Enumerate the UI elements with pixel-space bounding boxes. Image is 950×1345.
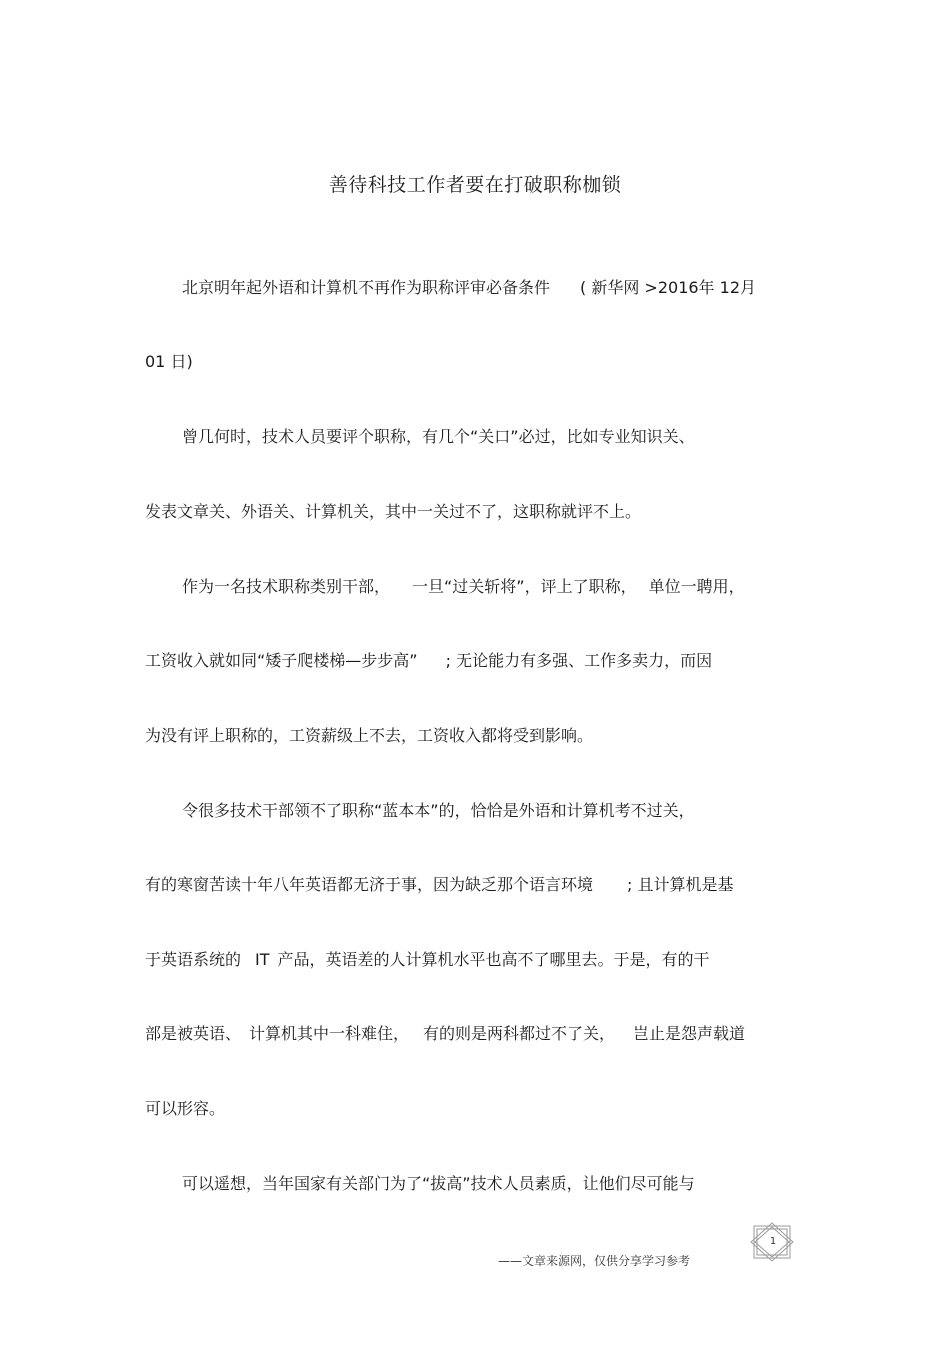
line-text: 于英语系统的: [145, 950, 242, 969]
line-text: 部是被英语、: [145, 1024, 242, 1043]
line-text: 有的则是两科都过不了关，: [423, 1024, 616, 1043]
paragraph-line: [182, 799, 695, 823]
paragraph-line: [145, 1097, 225, 1121]
paragraph-line: [145, 724, 593, 748]
line-text: 作为一名技术职称类别干部，: [182, 577, 391, 596]
paragraph-line: [182, 1172, 695, 1196]
line-text: 工资收入就如同“矮子爬楼梯—步步高”: [145, 651, 418, 670]
paragraph-line: [145, 873, 734, 897]
line-text: 一旦“过关斩将”，评上了职称，: [412, 577, 637, 596]
line-text: 01 日): [145, 352, 193, 371]
paragraph-line: [145, 948, 710, 972]
paragraph-line: [182, 575, 745, 599]
line-text: 北京明年起外语和计算机不再作为职称评审必备条件: [182, 278, 551, 297]
paragraph-line: [182, 276, 756, 300]
line-text: 可以遥想，当年国家有关部门为了“拔高”技术人员素质，让他们尽可能与: [182, 1174, 695, 1193]
line-text: 为没有评上职称的，工资薪级上不去，工资收入都将受到影响。: [145, 726, 594, 745]
line-text: 令很多技术干部领不了职称“蓝本本”的，恰恰是外语和计算机考不过关，: [182, 801, 695, 820]
line-text: ; 且计算机是基: [627, 875, 734, 894]
paragraph-line: [145, 500, 641, 524]
line-text: 产品，英语差的人计算机水平也高不了哪里去。于是，有的干: [277, 950, 710, 969]
line-text: 计算机其中一科难住，: [249, 1024, 410, 1043]
paragraph-line: [182, 425, 695, 449]
line-text: 可以形容。: [145, 1099, 226, 1118]
line-text: IT: [255, 950, 270, 969]
paragraph-line: [145, 1022, 745, 1046]
line-text: 单位一聘用，: [648, 577, 745, 596]
document-title: 善待科技工作者要在打破职称枷锁: [328, 174, 622, 196]
footer-source-note: ——文章来源网，仅供分享学习参考: [498, 1254, 691, 1268]
line-text: ( 新华网 >2016年 12月: [580, 278, 757, 297]
line-text: 发表文章关、外语关、计算机关，其中一关过不了，这职称就评不上。: [145, 502, 642, 521]
line-text: 曾几何时，技术人员要评个职称，有几个“关口”必过，比如专业知识关、: [182, 427, 695, 446]
paragraph-line: [145, 350, 193, 374]
line-text: ; 无论能力有多强、工作多卖力，而因: [445, 651, 713, 670]
line-text: 岂止是怨声载道: [633, 1024, 746, 1043]
paragraph-line: [145, 649, 712, 673]
page-number: 1: [769, 1236, 777, 1247]
line-text: 有的寒窗苦读十年八年英语都无济于事，因为缺乏那个语言环境: [145, 875, 594, 894]
